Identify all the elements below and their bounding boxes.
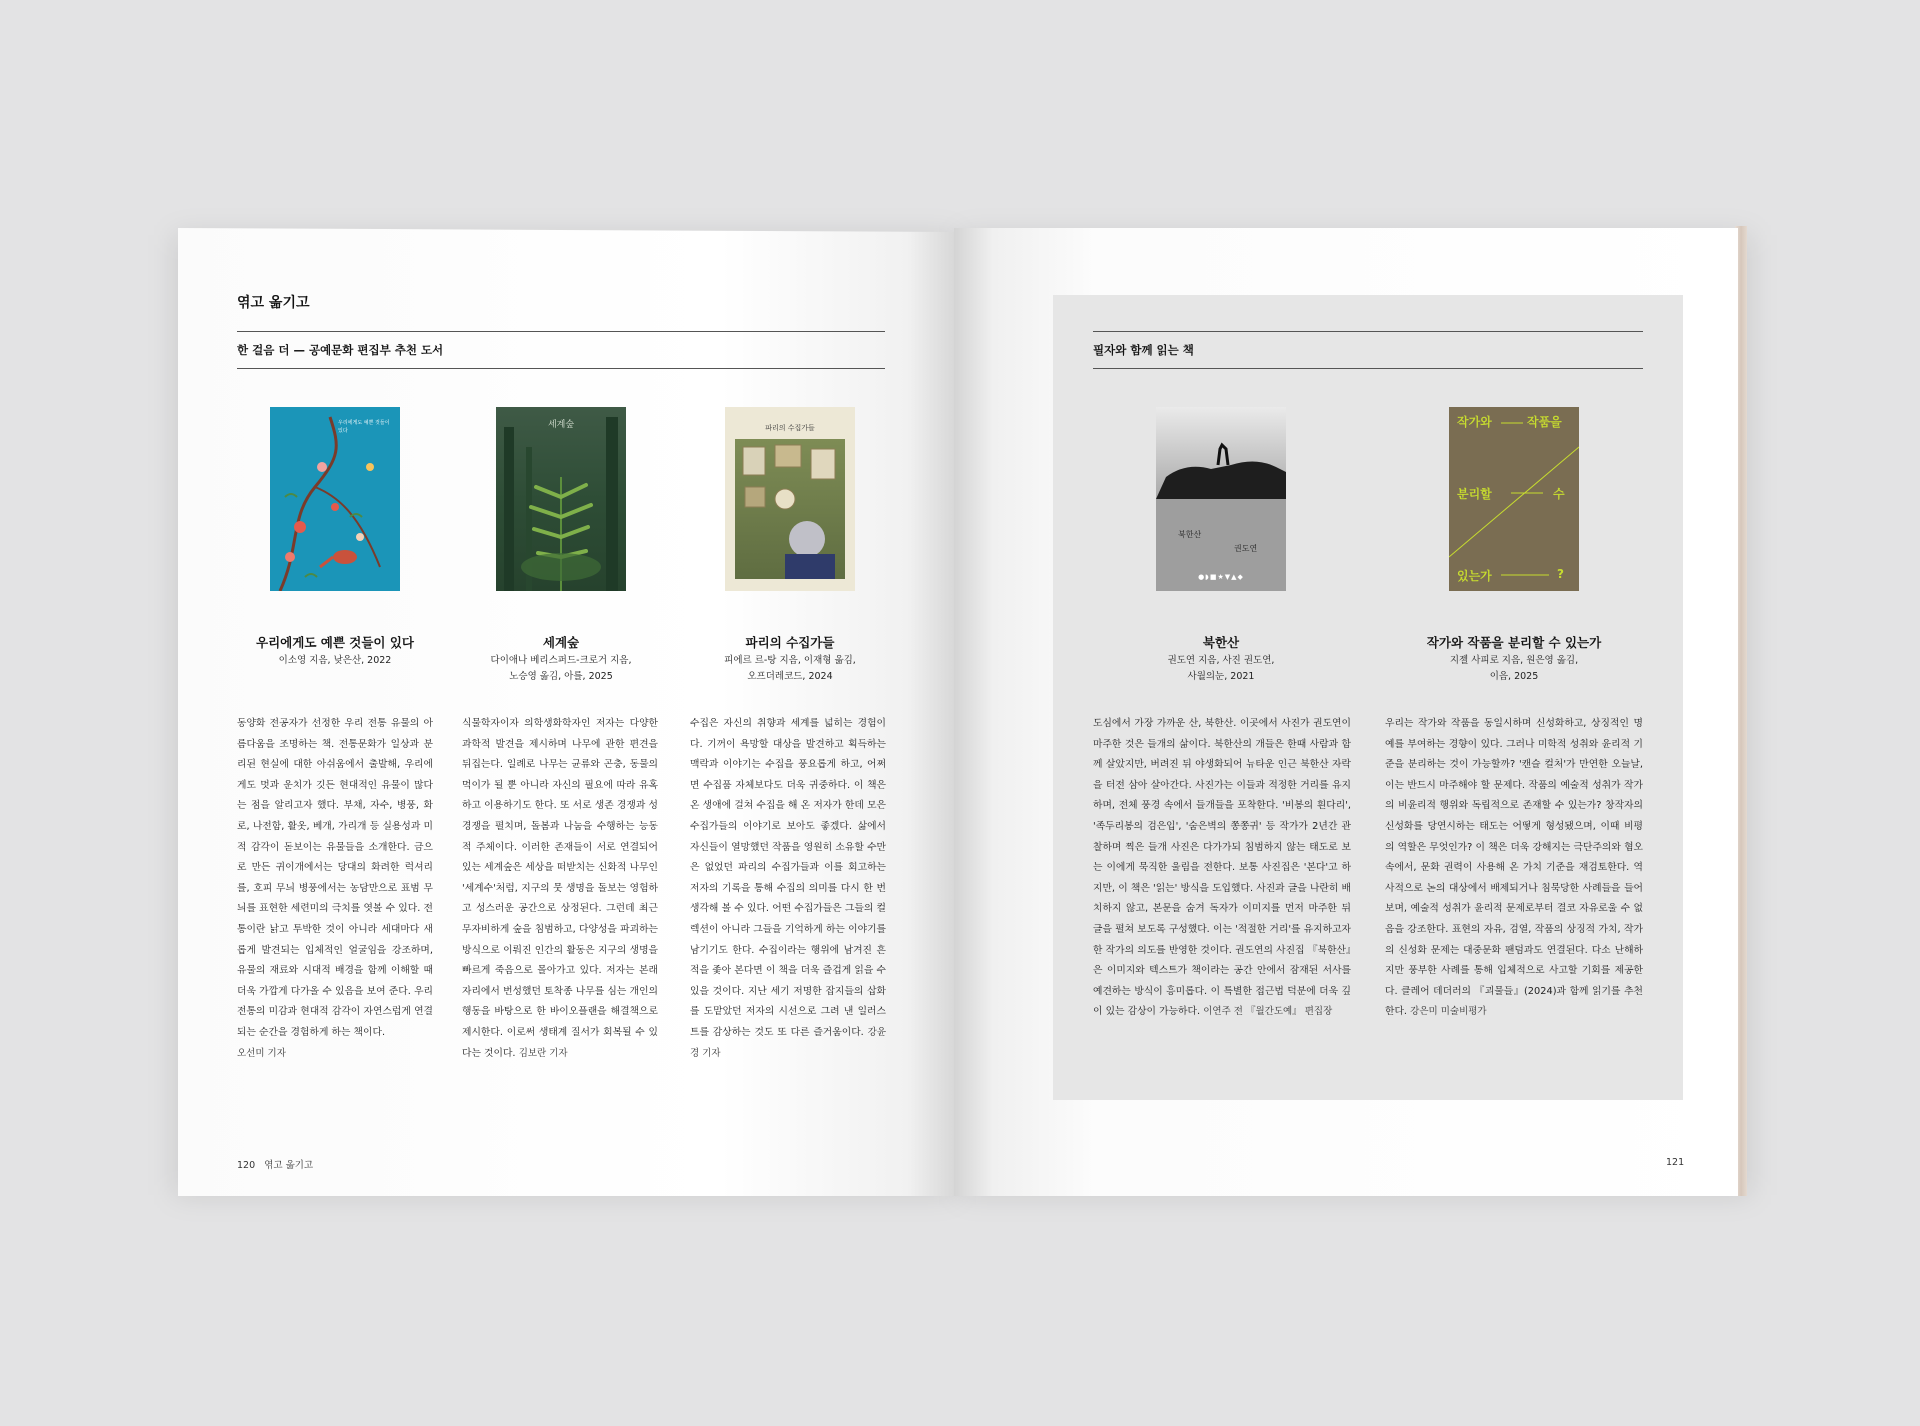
cover-word: 분리할 <box>1457 487 1492 501</box>
cover-title-text: 세계숲 <box>547 420 575 430</box>
left-subhead: 한 걸음 더 — 공예문화 편집부 추천 도서 <box>237 343 444 357</box>
review-author: 강은미 미술비평가 <box>1410 1006 1487 1018</box>
cover-word: 작가와 <box>1457 415 1492 429</box>
book-info-line: 지젤 사피로 지음, 원은영 옮김, <box>1449 655 1579 666</box>
review-text: 도심에서 가장 가까운 산, 북한산. 이곳에서 사진가 권도연이 마주한 것은 들개의 삶이다. 북한산의 개들은 한때 사람과 함께 살았지만, 버려진 뒤 야생화되어 뉴타운 인근 북한산 자락을 터전 삼아 살아간다. 사진가는 이들과 적정한 거리를 유지하며, 전체 풍경 속에서 들개들을 포착한다. '비봉의 흰다리', '족두리봉의 검은입', '숨은벽의 쫑쫑귀' 등 작가가 2년간 관찰하며 찍은 들개 사진은 다가가되 침범하지 않는 태도로 보는 이에게 묵직한 울림을 전한다. 보통 사진집은 '본다'고 하지만, 이 책은 '읽는' 방식을 도입했다. 사진과 글을 나란히 배치하지 않고, 본문을 숨겨 독자가 이미지를 먼저 마주한 뒤 글을 펼쳐 보도록 구성했다. 이는 '적절한 거리'를 유지하고자 한 작가의 의도를 반영한 것이다. 권도연의 사진집 『북한산』은 이미지와 텍스트가 책이라는 공간 안에서 잠재된 서사를 예견하는 방식이 흥미롭다. 이 특별한 접근법 덕분에 더욱 깊이 있는 감상이 가능하다. <box>1093 718 1351 1018</box>
book-info-2 <box>461 653 661 685</box>
book-title-1: 우리에게도 예쁜 것들이 있다 <box>256 635 414 650</box>
right-subhead: 필자와 함께 읽는 책 <box>1093 343 1194 357</box>
page-number: 120 <box>237 1160 256 1171</box>
book-info-line: 다이애나 베리스퍼드-크로거 지음, <box>490 655 632 666</box>
review-author: 김보란 기자 <box>518 1047 568 1059</box>
book-cover-2 <box>496 407 626 591</box>
review-text: 수집은 자신의 취향과 세계를 넓히는 경험이다. 기꺼이 욕망할 대상을 발견하고 획득하는 맥락과 이야기는 수집을 풍요롭게 하고, 어쩌면 수집품 자체보다도 더욱 귀중하다. 이 책은 온 생애에 걸쳐 수집을 해 온 저자가 한데 모은 수집가들의 이야기로 보아도 좋겠다. 삶에서 자신들이 열망했던 작품을 영원히 소유할 수만은 없었던 파리의 수집가들과 이를 회고하는 저자의 기록을 통해 수집의 의미를 다시 한 번 생각해 볼 수 있다. 어떤 수집가들은 그들의 컬렉션이 아니라 그들을 기억하게 하는 이야기를 남기기도 한다. 수집이라는 행위에 남겨진 흔적을 좇아 본다면 이 책을 더욱 즐겁게 읽을 수 있을 것이다. 지난 세기 저명한 잡지들의 삽화를 도맡았던 저자의 시선으로 그려 낸 일러스트를 감상하는 것도 또 다른 즐거움이다. <box>690 718 886 1038</box>
cover-word: 수 <box>1553 487 1565 501</box>
cover-word: 작품을 <box>1527 415 1562 429</box>
book-info-5 <box>1384 653 1644 685</box>
book-info-line: 피에르 르-탕 지음, 이재형 옮김, <box>724 655 856 666</box>
left-folio <box>237 1157 313 1171</box>
review-author: 강윤경 기자 <box>690 1026 886 1059</box>
review-text: 우리는 작가와 작품을 동일시하며 신성화하고, 상징적인 명예를 부여하는 경향이 있다. 그러나 미학적 성취와 윤리적 기준을 분리하는 것이 가능할까? '캔슬 컬처'가 만연한 오늘날, 이는 반드시 마주해야 할 문제다. 작품의 예술적 성취가 작가의 비윤리적 행위와 독립적으로 존재할 수 있는가? 창작자의 신성화를 당연시하는 태도는 어떻게 형성됐으며, 이때 비평의 역할은 무엇인가? 이 책은 더욱 강해지는 극단주의와 혐오 속에서, 문화 권력이 사용해 온 가치 기준을 재검토한다. 역사적으로 논의 대상에서 배제되거나 침묵당한 사례들을 들어보며, 예술적 성취가 윤리적 문제로부터 결코 자유로울 수 없음을 강조한다. 표현의 자유, 검열, 작품의 상징적 가치, 작가의 신성화 문제는 대중문화 팬덤과도 연결된다. 다소 난해하지만 풍부한 사례를 통해 입체적으로 사고할 기회를 제공한다. 클레어 데더러의 『괴물들』(2024)과 함께 읽기를 추천한다. <box>1385 718 1643 1018</box>
cover-word: 있는가 <box>1457 569 1492 583</box>
book-info-4 <box>1121 653 1321 685</box>
book-review-2 <box>462 714 658 1064</box>
right-subhead-rule <box>1093 368 1643 369</box>
book-review-5 <box>1385 714 1643 1023</box>
cover-title-text: 우리에게도 예쁜 것들이 있다 <box>338 420 390 434</box>
cover-title-text: 파리의 수집가들 <box>765 424 815 432</box>
collector-illustration <box>735 439 845 579</box>
subhead-rule <box>237 368 885 369</box>
book-cover-1 <box>270 407 400 591</box>
book-title-4: 북한산 <box>1202 635 1240 650</box>
book-cover-5 <box>1449 407 1579 591</box>
forest-illustration <box>496 407 626 591</box>
folio-label: 엮고 옮기고 <box>264 1160 314 1171</box>
book-info-line: 사월의눈, 2021 <box>1187 671 1255 682</box>
right-folio: 121 <box>1666 1157 1685 1168</box>
book-review-1 <box>237 714 433 1064</box>
cover-title-text: 북한산 <box>1178 530 1202 539</box>
book-info-line: 이소영 지음, 낮은산, 2022 <box>278 655 392 666</box>
cover-author-text: 권도연 <box>1234 544 1258 553</box>
review-author: 오선미 기자 <box>237 1047 286 1059</box>
book-title-2: 세계숲 <box>542 635 580 650</box>
book-info-1 <box>235 653 435 669</box>
book-info-line: 노승영 옮김, 아를, 2025 <box>509 671 613 682</box>
right-top-rule <box>1093 331 1643 332</box>
review-author: 이연주 전 『월간도예』 편집장 <box>1203 1006 1333 1018</box>
book-review-4 <box>1093 714 1351 1023</box>
cover-symbols: ●◗■★▼▲◆ <box>1198 573 1244 581</box>
cover-word: ? <box>1557 567 1564 581</box>
review-text: 동양화 전공자가 선정한 우리 전통 유물의 아름다움을 조명하는 책. 전통문화가 일상과 분리된 현실에 대한 아쉬움에서 출발해, 우리에게도 멋과 운치가 깃든 현대적인 유물이 많다는 점을 알리고자 했다. 부채, 자수, 병풍, 화로, 나전함, 활옷, 베개, 가리개 등 실용성과 미적 감각이 돋보이는 유물들을 소개한다. 금으로 만든 귀이개에서는 당대의 화려한 럭셔리를, 호피 무늬 병풍에서는 농담만으로 표범 무늬를 표현한 세련미의 극치를 엿볼 수 있다. 전통이란 낡고 투박한 것이 아니라 세대마다 새롭게 발견되는 입체적인 얼굴임을 강조하며, 유물의 재료와 시대적 배경을 함께 이해할 때 더욱 가깝게 다가올 수 있음을 보여 준다. 우리 전통의 미감과 현대적 감각이 자연스럽게 연결되는 순간을 경험하게 하는 책이다. <box>237 718 433 1038</box>
book-info-line: 권도연 지음, 사진 권도연, <box>1167 655 1275 666</box>
book-info-3 <box>690 653 890 685</box>
cover-photo <box>1156 407 1286 499</box>
book-title-5: 작가와 작품을 분리할 수 있는가 <box>1426 635 1602 650</box>
section-title: 엮고 옮기고 <box>237 295 310 311</box>
review-text: 식물학자이자 의학생화학자인 저자는 다양한 과학적 발견을 제시하며 나무에 관한 편견을 뒤집는다. 일례로 나무는 균류와 곤충, 동물의 먹이가 될 뿐 아니라 자신의 필요에 따라 유혹하고 이용하기도 한다. 또 서로 생존 경쟁과 성 경쟁을 펼치며, 돌봄과 나눔을 수행하는 능동적 주체이다. 이러한 존재들이 서로 연결되어 있는 세계숲은 세상을 떠받치는 신화적 나무인 '세계수'처럼, 지구의 뭇 생명을 돌보는 영험하고 성스러운 공간으로 상정된다. 그런데 최근 무자비하게 숲을 침범하고, 다양성을 파괴하는 방식으로 이뤄진 인간의 활동은 지구의 생명을 빠르게 죽음으로 몰아가고 있다. 저자는 본래 자리에서 번성했던 토착종 나무를 심는 개인의 행동을 바탕으로 한 바이오플랜을 해결책으로 제시한다. 이로써 생태계 질서가 회복될 수 있다는 것이다. <box>462 718 658 1059</box>
book-info-line: 이음, 2025 <box>1489 671 1539 682</box>
book-info-line: 오프더레코드, 2024 <box>747 671 833 682</box>
book-title-3: 파리의 수집가들 <box>745 635 835 650</box>
top-rule <box>237 331 885 332</box>
book-cover-3 <box>725 407 855 591</box>
book-review-3 <box>690 714 886 1064</box>
book-cover-4 <box>1156 407 1286 591</box>
